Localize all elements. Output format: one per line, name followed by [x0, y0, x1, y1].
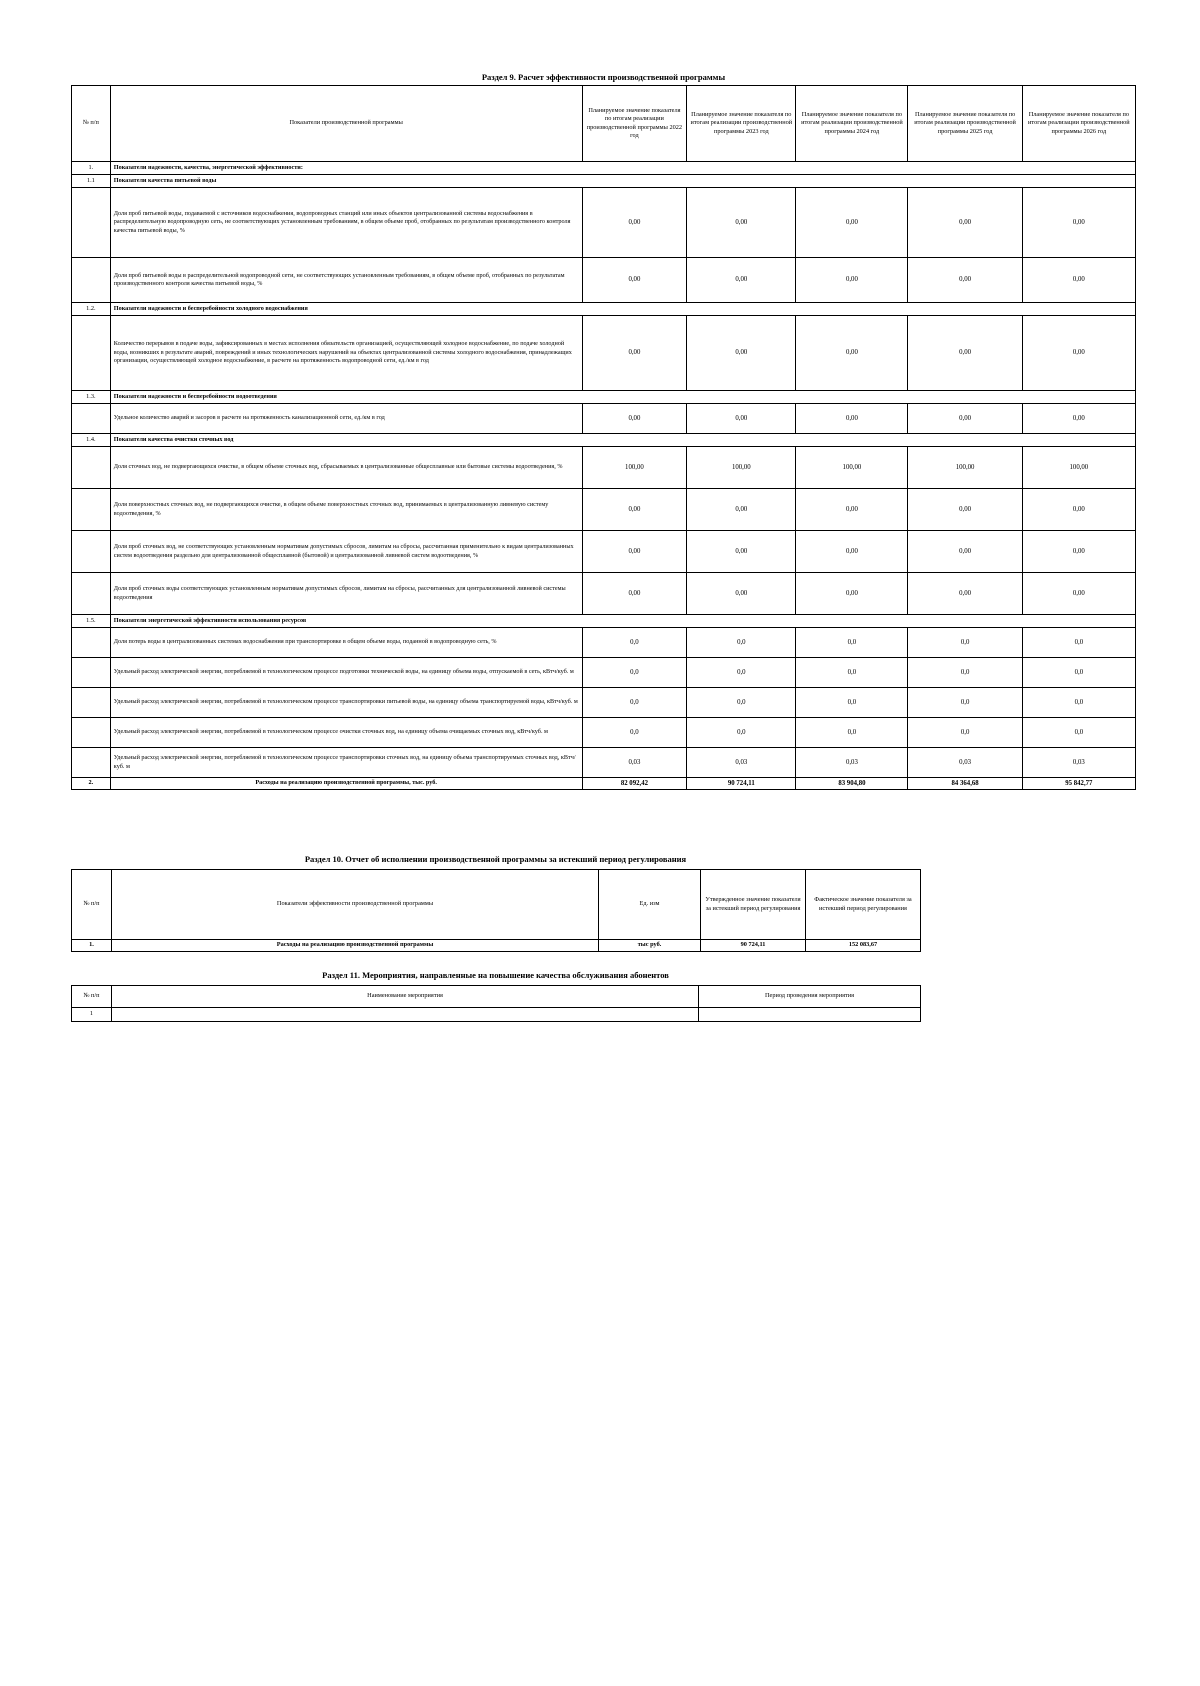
indicator-text: Удельный расход электрической энергии, потребляемой в технологическом процессе подготовки технической воды, на единицу объема воды, отпускаемой в сеть, кВтч/куб. м: [110, 658, 582, 688]
row-number: [72, 258, 111, 303]
value-cell-2024: 0,03: [796, 748, 908, 778]
indicator-text: Доля потерь воды в централизованных системах водоснабжения при транспортировке в общем объеме воды, поданной в водопроводную сеть, %: [110, 628, 582, 658]
value-cell-2025: 0,00: [908, 316, 1022, 391]
value-cell-2025: 0,00: [908, 188, 1022, 258]
value-cell-2022: 0,00: [582, 258, 687, 303]
indicator-row: [72, 658, 1136, 688]
indicator-row: [72, 531, 1136, 573]
s10-row-label: Расходы на реализацию производственной программы: [112, 940, 599, 952]
section-10-title: Раздел 10. Отчет об исполнении производственной программы за истекший период регулирования: [304, 854, 687, 864]
value-cell-2023: 0,0: [687, 718, 796, 748]
value-cell-2026: 0,00: [1022, 489, 1135, 531]
value-cell-2026: 0,0: [1022, 658, 1135, 688]
row-number: 1.3.: [72, 391, 111, 404]
header-2023: Планируемое значение показателя по итогам реализации производственной программы 2023 год: [687, 86, 796, 162]
value-cell-2025: 0,00: [908, 404, 1022, 434]
value-cell-2023: 0,00: [687, 316, 796, 391]
value-cell-2022: 0,00: [582, 531, 687, 573]
section-11-header-row: [72, 986, 921, 1008]
value-cell-2023: 0,0: [687, 628, 796, 658]
value-cell-2022: 0,0: [582, 628, 687, 658]
s10-row-actual: 152 083,67: [806, 940, 921, 952]
total-value-2023: 90 724,11: [687, 778, 796, 790]
row-number: [72, 489, 111, 531]
value-cell-2024: 0,00: [796, 573, 908, 615]
indicator-row: [72, 748, 1136, 778]
row-number: 1.1: [72, 175, 111, 188]
row-number: [72, 316, 111, 391]
value-cell-2024: 100,00: [796, 447, 908, 489]
row-number: [72, 628, 111, 658]
value-cell-2024: 0,00: [796, 489, 908, 531]
indicator-row: [72, 447, 1136, 489]
header-2025: Планируемое значение показателя по итогам реализации производственной программы 2025 год: [908, 86, 1022, 162]
s10-header-approved: Утвержденное значение показателя за истекший период регулирования: [701, 870, 806, 940]
value-cell-2022: 100,00: [582, 447, 687, 489]
indicator-text: Количество перерывов в подаче воды, зафиксированных в местах исполнения обязательств организацией, осуществляющей холодное водоснабжение, по подаче холодной воды, возникших в результате аварий, повреждений и иных технологических нарушений на объектах централизованной системы холодного водоснабжения, принадлежащих организации, осуществляющей холодное водоснабжение, в расчете на протяженность водопроводной сети, ед./км в год: [110, 316, 582, 391]
row-number: [72, 748, 111, 778]
section-9-body: [72, 162, 1136, 790]
value-cell-2023: 0,0: [687, 688, 796, 718]
value-cell-2024: 0,00: [796, 531, 908, 573]
header-2024: Планируемое значение показателя по итогам реализации производственной программы 2024 год: [796, 86, 908, 162]
group-row: [72, 391, 1136, 404]
indicator-text: Доля поверхностных сточных вод, не подвергающихся очистке, в общем объеме поверхностных сточных вод, принимаемых в централизованную ливневую систему водоотведения, %: [110, 489, 582, 531]
value-cell-2026: 0,00: [1022, 316, 1135, 391]
value-cell-2026: 0,00: [1022, 531, 1135, 573]
section-10-header-row: [72, 870, 921, 940]
row-number: [72, 531, 111, 573]
indicator-row: [72, 316, 1136, 391]
value-cell-2024: 0,0: [796, 628, 908, 658]
value-cell-2025: 0,0: [908, 658, 1022, 688]
indicator-row: [72, 688, 1136, 718]
section-11-title: Раздел 11. Мероприятия, направленные на повышение качества обслуживания абонентов: [322, 970, 669, 980]
value-cell-2026: 0,0: [1022, 688, 1135, 718]
value-cell-2023: 0,00: [687, 404, 796, 434]
indicator-text: Доля проб сточных воды соответствующих установленным нормативам допустимых сбросов, лимитам на сбросы, рассчитанных для централизованной ливневой системы водоотведения: [110, 573, 582, 615]
value-cell-2023: 0,00: [687, 188, 796, 258]
value-cell-2022: 0,00: [582, 404, 687, 434]
indicator-text: Удельное количество аварий и засоров в расчете на протяженность канализационной сети, ед./км в год: [110, 404, 582, 434]
value-cell-2024: 0,00: [796, 188, 908, 258]
s10-row-num: 1.: [72, 940, 112, 952]
value-cell-2025: 0,00: [908, 531, 1022, 573]
header-2026: Планируемое значение показателя по итогам реализации производственной программы 2026 год: [1022, 86, 1135, 162]
value-cell-2023: 0,00: [687, 573, 796, 615]
indicator-text: Доля проб сточных вод, не соответствующих установленным нормативам допустимых сбросов, лимитам на сбросы, рассчитанная применительно к видам централизованных систем водоотведения раздельно для централизованной общесплавной (бытовой) и централизованной ливневой систем водоотведения, %: [110, 531, 582, 573]
value-cell-2022: 0,00: [582, 316, 687, 391]
row-number: [72, 188, 111, 258]
value-cell-2022: 0,0: [582, 718, 687, 748]
row-number: [72, 573, 111, 615]
row-number: 1.5.: [72, 615, 111, 628]
value-cell-2022: 0,00: [582, 188, 687, 258]
group-row: [72, 175, 1136, 188]
indicator-row: [72, 718, 1136, 748]
header-indicator: Показатели производственной программы: [110, 86, 582, 162]
indicator-text: Удельный расход электрической энергии, потребляемой в технологическом процессе транспортировки сточных вод, на единицу объема транспортируемых сточных вод, кВтч/куб. м: [110, 748, 582, 778]
value-cell-2023: 0,00: [687, 258, 796, 303]
value-cell-2022: 0,00: [582, 573, 687, 615]
value-cell-2025: 0,00: [908, 573, 1022, 615]
group-title: Показатели надежности, качества, энергетической эффективности:: [110, 162, 1135, 175]
s11-row-num: 1: [72, 1008, 112, 1022]
section-9-title: Раздел 9. Расчет эффективности производственной программы: [481, 72, 726, 82]
value-cell-2023: 0,03: [687, 748, 796, 778]
section-11-table: [71, 985, 921, 1022]
indicator-text: Удельный расход электрической энергии, потребляемой в технологическом процессе очистки сточных вод, на единицу объема очищаемых сточных вод, кВтч/куб. м: [110, 718, 582, 748]
value-cell-2024: 0,0: [796, 658, 908, 688]
value-cell-2022: 0,00: [582, 489, 687, 531]
indicator-text: Доля сточных вод, не подвергающихся очистке, в общем объеме сточных вод, сбрасываемых в централизованные общесплавные или бытовые системы водоотведения, %: [110, 447, 582, 489]
s10-header-indicator: Показатели эффективности производственной программы: [112, 870, 599, 940]
header-2022: Планируемое значение показателя по итогам реализации производственной программы 2022 год: [582, 86, 687, 162]
s10-header-actual: Фактическое значение показателя за истекший период регулирования: [806, 870, 921, 940]
s10-row-approved: 90 724,11: [701, 940, 806, 952]
value-cell-2022: 0,0: [582, 658, 687, 688]
group-title: Показатели надежности и бесперебойности водоотведения: [110, 391, 1135, 404]
header-num: № п/п: [72, 86, 111, 162]
row-number: [72, 404, 111, 434]
indicator-row: [72, 628, 1136, 658]
total-value-2025: 84 364,68: [908, 778, 1022, 790]
value-cell-2025: 0,0: [908, 628, 1022, 658]
value-cell-2025: 100,00: [908, 447, 1022, 489]
value-cell-2023: 0,0: [687, 658, 796, 688]
row-number: [72, 447, 111, 489]
value-cell-2024: 0,00: [796, 258, 908, 303]
value-cell-2025: 0,03: [908, 748, 1022, 778]
section-11-row: [72, 1008, 921, 1022]
row-number: 1.: [72, 162, 111, 175]
indicator-text: Доля проб питьевой воды, подаваемой с источников водоснабжения, водопроводных станций или иных объектов централизованной системы водоснабжения в распределительную водопроводную сеть, не соответствующих установленным требованиям, в общем объеме проб, отобранных по результатам производственного контроля качества питьевой воды, %: [110, 188, 582, 258]
s11-row-period: [699, 1008, 921, 1022]
total-label: Расходы на реализацию производственной программы, тыс. руб.: [110, 778, 582, 790]
section-10-row: [72, 940, 921, 952]
group-title: Показатели энергетической эффективности использования ресурсов: [110, 615, 1135, 628]
value-cell-2024: 0,00: [796, 404, 908, 434]
value-cell-2026: 0,00: [1022, 404, 1135, 434]
total-number: 2.: [72, 778, 111, 790]
s11-row-name: [112, 1008, 699, 1022]
row-number: [72, 718, 111, 748]
row-number: 1.2.: [72, 303, 111, 316]
section-10-table: [71, 869, 921, 952]
total-value-2022: 82 092,42: [582, 778, 687, 790]
indicator-row: [72, 188, 1136, 258]
value-cell-2024: 0,00: [796, 316, 908, 391]
group-title: Показатели качества питьевой воды: [110, 175, 1135, 188]
s10-header-num: № п/п: [72, 870, 112, 940]
value-cell-2026: 0,03: [1022, 748, 1135, 778]
value-cell-2025: 0,00: [908, 258, 1022, 303]
value-cell-2025: 0,0: [908, 688, 1022, 718]
value-cell-2022: 0,03: [582, 748, 687, 778]
group-row: [72, 434, 1136, 447]
s11-header-num: № п/п: [72, 986, 112, 1008]
group-row: [72, 162, 1136, 175]
value-cell-2026: 100,00: [1022, 447, 1135, 489]
indicator-row: [72, 489, 1136, 531]
value-cell-2024: 0,0: [796, 688, 908, 718]
group-row: [72, 303, 1136, 316]
total-row: [72, 778, 1136, 790]
s11-header-period: Период проведения мероприятия: [699, 986, 921, 1008]
group-title: Показатели надежности и бесперебойности холодного водоснабжения: [110, 303, 1135, 316]
group-title: Показатели качества очистки сточных вод: [110, 434, 1135, 447]
section-9-table: [71, 85, 1136, 790]
indicator-row: [72, 573, 1136, 615]
s10-row-unit: тыс руб.: [599, 940, 701, 952]
indicator-row: [72, 404, 1136, 434]
value-cell-2022: 0,0: [582, 688, 687, 718]
row-number: 1.4.: [72, 434, 111, 447]
indicator-text: Доля проб питьевой воды в распределительной водопроводной сети, не соответствующих установленным требованиям, в общем объеме проб, отобранных по результатам производственного контроля качества питьевой воды, %: [110, 258, 582, 303]
indicator-text: Удельный расход электрической энергии, потребляемой в технологическом процессе транспортировки питьевой воды, на единицу объема транспортируемой воды, кВтч/куб. м: [110, 688, 582, 718]
value-cell-2026: 0,00: [1022, 573, 1135, 615]
total-value-2026: 95 842,77: [1022, 778, 1135, 790]
row-number: [72, 688, 111, 718]
s11-header-name: Наименование мероприятия: [112, 986, 699, 1008]
value-cell-2026: 0,00: [1022, 188, 1135, 258]
value-cell-2024: 0,0: [796, 718, 908, 748]
value-cell-2023: 0,00: [687, 531, 796, 573]
value-cell-2026: 0,00: [1022, 258, 1135, 303]
value-cell-2023: 100,00: [687, 447, 796, 489]
indicator-row: [72, 258, 1136, 303]
group-row: [72, 615, 1136, 628]
section-9-header-row: [72, 86, 1136, 162]
total-value-2024: 83 904,80: [796, 778, 908, 790]
value-cell-2025: 0,0: [908, 718, 1022, 748]
s10-header-unit: Ед. изм: [599, 870, 701, 940]
value-cell-2026: 0,0: [1022, 628, 1135, 658]
value-cell-2025: 0,00: [908, 489, 1022, 531]
value-cell-2023: 0,00: [687, 489, 796, 531]
row-number: [72, 658, 111, 688]
value-cell-2026: 0,0: [1022, 718, 1135, 748]
